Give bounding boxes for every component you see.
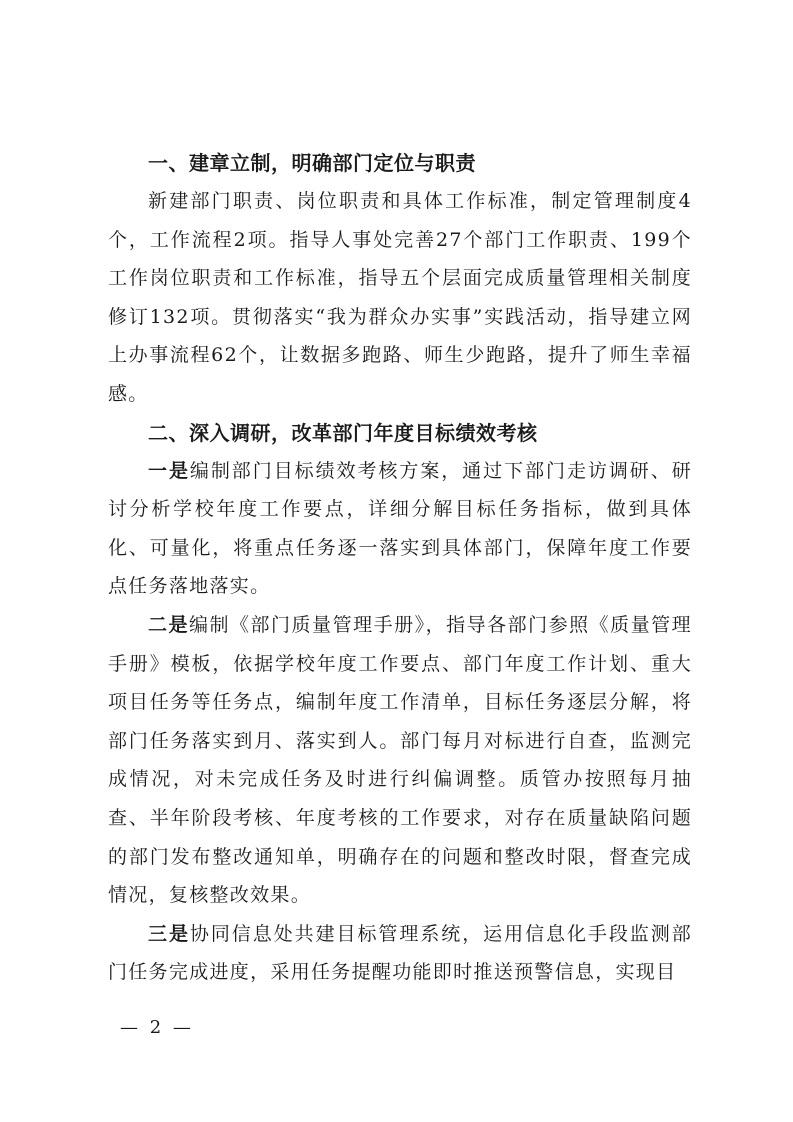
- section-2-paragraph-3: [108, 915, 692, 992]
- paragraph-lead: 三是: [148, 922, 190, 945]
- paragraph-text: 编制《部门质量管理手册》，指导各部门参照《质量管理手册》模板，依据学校年度工作要点、部门年度工作计划、重大项目任务等任务点，编制年度工作清单，目标任务逐层分解，将部门任务落实到月、落实到人。部门每月对标进行自查，监测完成情况，对未完成任务及时进行纠偏调整。质管办按照每月抽查、半年阶段考核、年度考核的工作要求，对存在质量缺陷问题的部门发布整改通知单，明确存在的问题和整改时限，督查完成情况，复核整改效果。: [108, 613, 692, 907]
- page-number: — 2 —: [120, 1017, 194, 1038]
- section-2-paragraph-2: [108, 606, 692, 915]
- section-heading-2: 二、深入调研，改革部门年度目标绩效考核: [148, 420, 538, 445]
- paragraph-text: 新建部门职责、岗位职责和具体工作标准，制定管理制度4个，工作流程2项。指导人事处完善27个部门工作职责、199个工作岗位职责和工作标准，指导五个层面完成质量管理相关制度修订132项。贯彻落实“我为群众办实事”实践活动，指导建立网上办事流程62个，让数据多跑路、师生少跑路，提升了师生幸福感。: [108, 190, 692, 405]
- section-2-paragraph-1: [108, 452, 692, 606]
- section-1-paragraph-1: [108, 182, 692, 414]
- paragraph-lead: 二是: [148, 613, 190, 636]
- paragraph-text: 协同信息处共建目标管理系统，运用信息化手段监测部门任务完成进度，采用任务提醒功能即时推送预警信息，实现目: [108, 922, 692, 984]
- paragraph-lead: 一是: [148, 459, 190, 482]
- document-body: [108, 144, 692, 992]
- paragraph-text: 编制部门目标绩效考核方案，通过下部门走访调研、研讨分析学校年度工作要点，详细分解目标任务指标，做到具体化、可量化，将重点任务逐一落实到具体部门，保障年度工作要点任务落地落实。: [108, 459, 692, 598]
- section-heading-1: 一、建章立制，明确部门定位与职责: [148, 151, 476, 175]
